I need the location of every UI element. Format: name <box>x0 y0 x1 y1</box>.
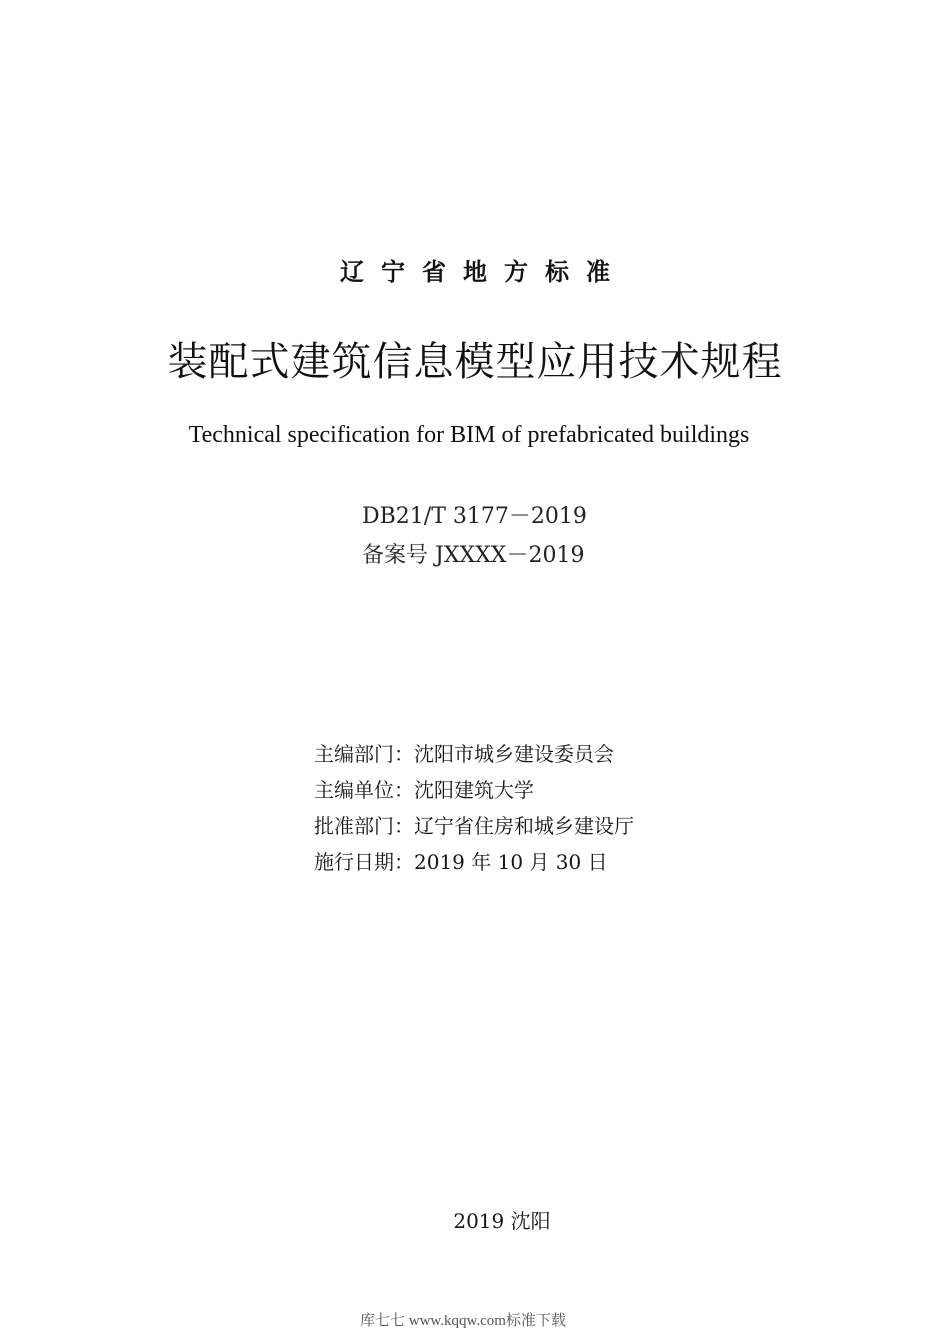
publication-place-year: 2019 沈阳 <box>453 1209 551 1233</box>
approval-department: 批准部门：辽宁省住房和城乡建设厅 <box>314 814 634 838</box>
download-watermark: 库七七 www.kqqw.com标准下载 <box>360 1313 566 1329</box>
effective-date: 施行日期：2019 年 10 月 30 日 <box>314 850 608 874</box>
document-title-english: Technical specification for BIM of prefabricated buildings <box>188 422 750 448</box>
record-number: 备案号 JXXXX－2019 <box>362 543 585 568</box>
standard-code: DB21/T 3177－2019 <box>362 504 587 529</box>
editor-unit: 主编单位：沈阳建筑大学 <box>314 778 534 802</box>
editor-department: 主编部门：沈阳市城乡建设委员会 <box>314 742 614 766</box>
document-title-chinese: 装配式建筑信息模型应用技术规程 <box>167 339 783 385</box>
standard-series-heading: 辽宁省地方标准 <box>340 258 627 286</box>
